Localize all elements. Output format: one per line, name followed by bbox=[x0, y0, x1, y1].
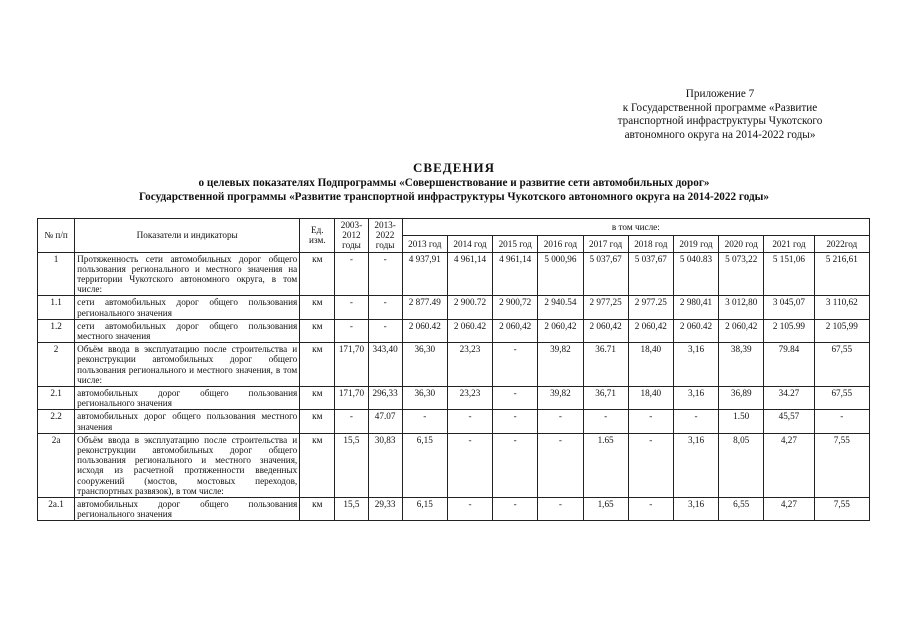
row-year-value: 36,30 bbox=[402, 387, 447, 410]
header-name: Показатели и индикаторы bbox=[75, 219, 300, 253]
row-year-value: 4,27 bbox=[764, 498, 814, 521]
row-year-value: 3 110,62 bbox=[814, 296, 869, 319]
row-number: 1 bbox=[38, 252, 75, 296]
row-year-value: 8,05 bbox=[719, 433, 764, 497]
header-year: 2014 год bbox=[447, 235, 492, 252]
row-period-2: 30,83 bbox=[368, 433, 402, 497]
header-period-1: 2003-2012 годы bbox=[335, 219, 368, 253]
row-unit: км bbox=[300, 498, 335, 521]
row-year-value: - bbox=[493, 433, 538, 497]
header-year: 2021 год bbox=[764, 235, 814, 252]
row-year-value: 39,82 bbox=[538, 387, 583, 410]
row-indicator-name: сети автомобильных дорог общего пользования регионального значения bbox=[75, 296, 300, 319]
row-year-value: - bbox=[402, 410, 447, 433]
row-number: 1.2 bbox=[38, 319, 75, 342]
row-year-value: 2 060,42 bbox=[538, 319, 583, 342]
table-row bbox=[38, 319, 870, 342]
row-period-2: 47.07 bbox=[368, 410, 402, 433]
row-period-1: 171,70 bbox=[335, 343, 368, 387]
row-year-value: 5 216,61 bbox=[814, 252, 869, 296]
header-year: 2016 год bbox=[538, 235, 583, 252]
row-period-2: - bbox=[368, 296, 402, 319]
row-number: 2 bbox=[38, 343, 75, 387]
row-year-value: 36,89 bbox=[719, 387, 764, 410]
table-row bbox=[38, 433, 870, 497]
row-unit: км bbox=[300, 319, 335, 342]
row-year-value: 7,55 bbox=[814, 498, 869, 521]
row-year-value: - bbox=[814, 410, 869, 433]
row-year-value: - bbox=[628, 410, 673, 433]
row-period-1: - bbox=[335, 319, 368, 342]
header-year: 2018 год bbox=[628, 235, 673, 252]
row-year-value: 36,30 bbox=[402, 343, 447, 387]
row-year-value: 2 060,42 bbox=[628, 319, 673, 342]
row-year-value: - bbox=[493, 343, 538, 387]
table-row bbox=[38, 296, 870, 319]
row-year-value: 6,15 bbox=[402, 498, 447, 521]
appendix-line: к Государственной программе «Развитие bbox=[622, 101, 818, 114]
header-year: 2015 год bbox=[493, 235, 538, 252]
row-year-value: 6,15 bbox=[402, 433, 447, 497]
row-year-value: - bbox=[538, 498, 583, 521]
row-year-value: 2 060.42 bbox=[673, 319, 718, 342]
row-year-value: 3,16 bbox=[673, 498, 718, 521]
row-year-value: - bbox=[673, 410, 718, 433]
row-year-value: - bbox=[538, 410, 583, 433]
row-year-value: 4,27 bbox=[764, 433, 814, 497]
row-year-value: 4 937,91 bbox=[402, 252, 447, 296]
header-period-2: 2013-2022 годы bbox=[368, 219, 402, 253]
row-unit: км bbox=[300, 343, 335, 387]
row-year-value: - bbox=[538, 433, 583, 497]
row-year-value: 2 877.49 bbox=[402, 296, 447, 319]
row-year-value: 7,55 bbox=[814, 433, 869, 497]
row-year-value: 67,55 bbox=[814, 387, 869, 410]
row-year-value: - bbox=[493, 387, 538, 410]
row-period-2: - bbox=[368, 319, 402, 342]
row-year-value: 2 060,42 bbox=[719, 319, 764, 342]
row-year-value: 3,16 bbox=[673, 387, 718, 410]
row-year-value: 18,40 bbox=[628, 387, 673, 410]
row-period-1: 171,70 bbox=[335, 387, 368, 410]
row-year-value: 67,55 bbox=[814, 343, 869, 387]
row-indicator-name: Объём ввода в эксплуатацию после строительства и реконструкции автомобильных дорог общего пользования регионального и местного значения, в том числе: bbox=[75, 343, 300, 387]
row-indicator-name: Объём ввода в эксплуатацию после строительства и реконструкции автомобильных дорог общего пользования регионального и местного значения, исходя из расчетной протяженности введенных сооружений (мостов, мостовых переходов, транспортных развязок), в том числе: bbox=[75, 433, 300, 497]
row-year-value: 4 961,14 bbox=[493, 252, 538, 296]
row-unit: км bbox=[300, 387, 335, 410]
row-year-value: - bbox=[583, 410, 628, 433]
header-year: 2020 год bbox=[719, 235, 764, 252]
row-period-1: - bbox=[335, 410, 368, 433]
header-year: 2019 год bbox=[673, 235, 718, 252]
row-year-value: 3,16 bbox=[673, 343, 718, 387]
row-indicator-name: сети автомобильных дорог общего пользования местного значения bbox=[75, 319, 300, 342]
header-unit: Ед. изм. bbox=[300, 219, 335, 253]
row-year-value: 5 000,96 bbox=[538, 252, 583, 296]
appendix-line: транспортной инфраструктуры Чукотского bbox=[617, 115, 823, 127]
row-year-value: 1.50 bbox=[719, 410, 764, 433]
row-year-value: 3,16 bbox=[673, 433, 718, 497]
appendix-note bbox=[560, 88, 880, 142]
row-indicator-name: автомобильных дорог общего пользования регионального значения bbox=[75, 387, 300, 410]
row-year-value: 3 045,07 bbox=[764, 296, 814, 319]
table-row bbox=[38, 410, 870, 433]
header-row bbox=[38, 219, 870, 236]
row-year-value: 2 977,25 bbox=[583, 296, 628, 319]
row-number: 1.1 bbox=[38, 296, 75, 319]
row-year-value: 6,55 bbox=[719, 498, 764, 521]
row-year-value: 2 900,72 bbox=[493, 296, 538, 319]
header-year: 2022год bbox=[814, 235, 869, 252]
appendix-line: Приложение 7 bbox=[685, 88, 755, 100]
row-year-value: 2 060.42 bbox=[402, 319, 447, 342]
row-year-value: 34.27 bbox=[764, 387, 814, 410]
row-number: 2а bbox=[38, 433, 75, 497]
row-unit: км bbox=[300, 252, 335, 296]
row-year-value: 2 105,99 bbox=[814, 319, 869, 342]
row-year-value: 5 151,06 bbox=[764, 252, 814, 296]
row-year-value: 2 060,42 bbox=[493, 319, 538, 342]
table-row bbox=[38, 387, 870, 410]
indicators-table bbox=[37, 218, 870, 521]
row-year-value: - bbox=[628, 433, 673, 497]
row-year-value: - bbox=[447, 410, 492, 433]
row-year-value: 4 961,14 bbox=[447, 252, 492, 296]
row-period-1: - bbox=[335, 296, 368, 319]
row-year-value: - bbox=[493, 410, 538, 433]
row-year-value: 1,65 bbox=[583, 498, 628, 521]
row-year-value: 3 012,80 bbox=[719, 296, 764, 319]
header-num: № п/п bbox=[38, 219, 75, 253]
row-year-value: 23,23 bbox=[447, 343, 492, 387]
row-year-value: - bbox=[447, 498, 492, 521]
row-year-value: 2 980,41 bbox=[673, 296, 718, 319]
row-indicator-name: автомобильных дорог общего пользования местного значения bbox=[75, 410, 300, 433]
header-group: в том числе: bbox=[402, 219, 869, 236]
row-period-2: 343,40 bbox=[368, 343, 402, 387]
row-year-value: 5 040.83 bbox=[673, 252, 718, 296]
row-year-value: 38,39 bbox=[719, 343, 764, 387]
row-year-value: 2 060.42 bbox=[447, 319, 492, 342]
header-year: 2013 год bbox=[402, 235, 447, 252]
row-period-2: - bbox=[368, 252, 402, 296]
table-row bbox=[38, 252, 870, 296]
row-unit: км bbox=[300, 410, 335, 433]
row-period-1: 15,5 bbox=[335, 433, 368, 497]
row-year-value: - bbox=[493, 498, 538, 521]
row-period-1: 15,5 bbox=[335, 498, 368, 521]
row-year-value: 2 940.54 bbox=[538, 296, 583, 319]
row-year-value: 39,82 bbox=[538, 343, 583, 387]
row-year-value: - bbox=[628, 498, 673, 521]
row-year-value: 36.71 bbox=[583, 343, 628, 387]
row-year-value: 23,23 bbox=[447, 387, 492, 410]
document-title bbox=[40, 160, 868, 204]
row-period-2: 296,33 bbox=[368, 387, 402, 410]
row-indicator-name: автомобильных дорог общего пользования регионального значения bbox=[75, 498, 300, 521]
appendix-line: автономного округа на 2014-2022 годы» bbox=[624, 128, 816, 141]
title-main: СВЕДЕНИЯ bbox=[413, 160, 495, 175]
row-year-value: 18,40 bbox=[628, 343, 673, 387]
row-number: 2.2 bbox=[38, 410, 75, 433]
row-number: 2а.1 bbox=[38, 498, 75, 521]
row-indicator-name: Протяженность сети автомобильных дорог общего пользования регионального и местного значения на территории Чукотского автономного округа, в том числе: bbox=[75, 252, 300, 296]
table-row bbox=[38, 343, 870, 387]
row-year-value: 2 900.72 bbox=[447, 296, 492, 319]
row-year-value: 5 037,67 bbox=[583, 252, 628, 296]
row-year-value: 5 073,22 bbox=[719, 252, 764, 296]
row-year-value: 36,71 bbox=[583, 387, 628, 410]
row-year-value: 2 977.25 bbox=[628, 296, 673, 319]
row-period-1: - bbox=[335, 252, 368, 296]
table-row bbox=[38, 498, 870, 521]
row-year-value: - bbox=[447, 433, 492, 497]
title-line: о целевых показателях Подпрограммы «Совершенствование и развитие сети автомобильных дорог» bbox=[198, 177, 710, 189]
row-number: 2.1 bbox=[38, 387, 75, 410]
header-year: 2017 год bbox=[583, 235, 628, 252]
row-year-value: 2 060,42 bbox=[583, 319, 628, 342]
row-year-value: 45,57 bbox=[764, 410, 814, 433]
row-unit: км bbox=[300, 433, 335, 497]
row-year-value: 79.84 bbox=[764, 343, 814, 387]
title-line: Государственной программы «Развитие транспортной инфраструктуры Чукотского автономного округа на 2014-2022 годы» bbox=[139, 191, 769, 203]
row-unit: км bbox=[300, 296, 335, 319]
row-year-value: 2 105.99 bbox=[764, 319, 814, 342]
row-period-2: 29,33 bbox=[368, 498, 402, 521]
row-year-value: 1.65 bbox=[583, 433, 628, 497]
row-year-value: 5 037,67 bbox=[628, 252, 673, 296]
